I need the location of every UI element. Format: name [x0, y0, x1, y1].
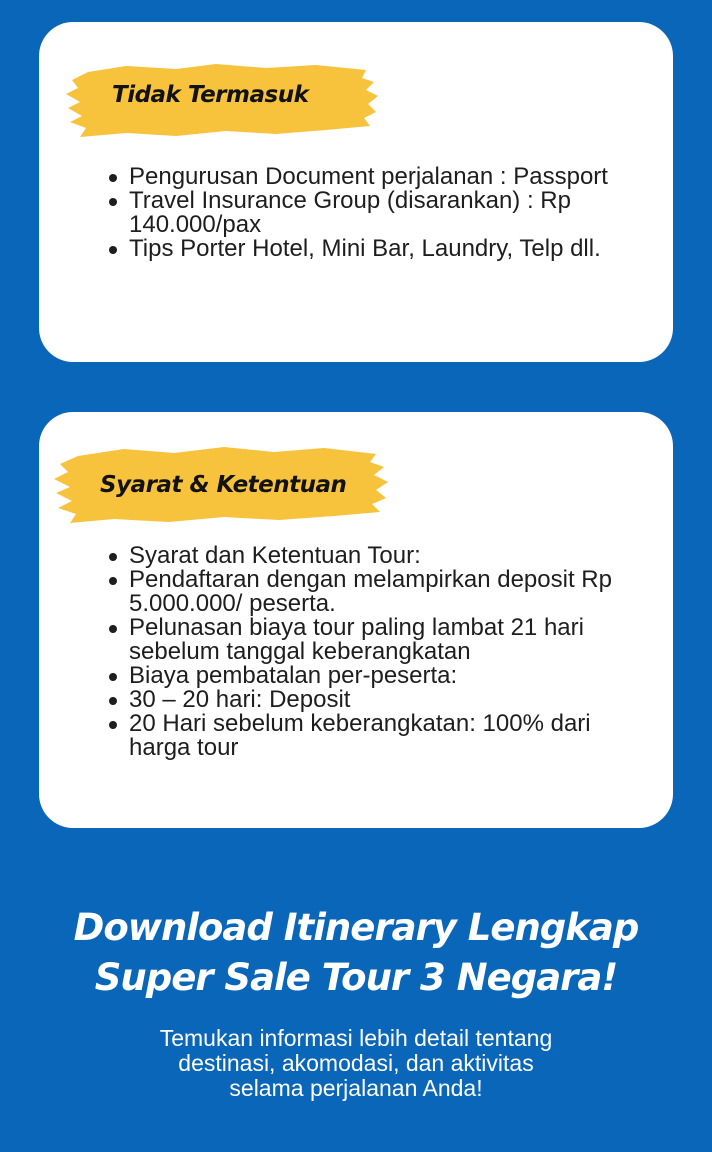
list-item: 20 Hari sebelum keberangkatan: 100% dari harga tour [129, 712, 633, 760]
terms-card [39, 412, 673, 828]
list-item: 30 – 20 hari: Deposit [129, 688, 633, 712]
cta-description-line: destinasi, akomodasi, dan aktivitas [178, 1050, 534, 1076]
cta-description-line: selama perjalanan Anda! [229, 1075, 483, 1101]
list-item: Pendaftaran dengan melampirkan deposit Rp 5.000.000/ peserta. [129, 568, 633, 616]
cta-description [0, 1026, 712, 1101]
terms-heading: Syarat & Ketentuan [100, 472, 347, 498]
terms-list [129, 544, 633, 760]
list-item: Tips Porter Hotel, Mini Bar, Laundry, Telp dll. [129, 237, 633, 261]
list-item: Pelunasan biaya tour paling lambat 21 hari sebelum tanggal keberangkatan [129, 616, 633, 664]
list-item: Syarat dan Ketentuan Tour: [129, 544, 633, 568]
cta-title-line-1: Download Itinerary Lengkap [73, 906, 639, 949]
excluded-card [39, 22, 673, 362]
list-item: Pengurusan Document perjalanan : Passport [129, 165, 633, 189]
list-item: Biaya pembatalan per-peserta: [129, 664, 633, 688]
excluded-heading: Tidak Termasuk [112, 82, 309, 108]
list-item: Travel Insurance Group (disarankan) : Rp 140.000/pax [129, 189, 633, 237]
excluded-list [129, 165, 633, 261]
cta-description-line: Temukan informasi lebih detail tentang [159, 1025, 553, 1051]
cta-title-line-2: Super Sale Tour 3 Negara! [94, 956, 618, 999]
